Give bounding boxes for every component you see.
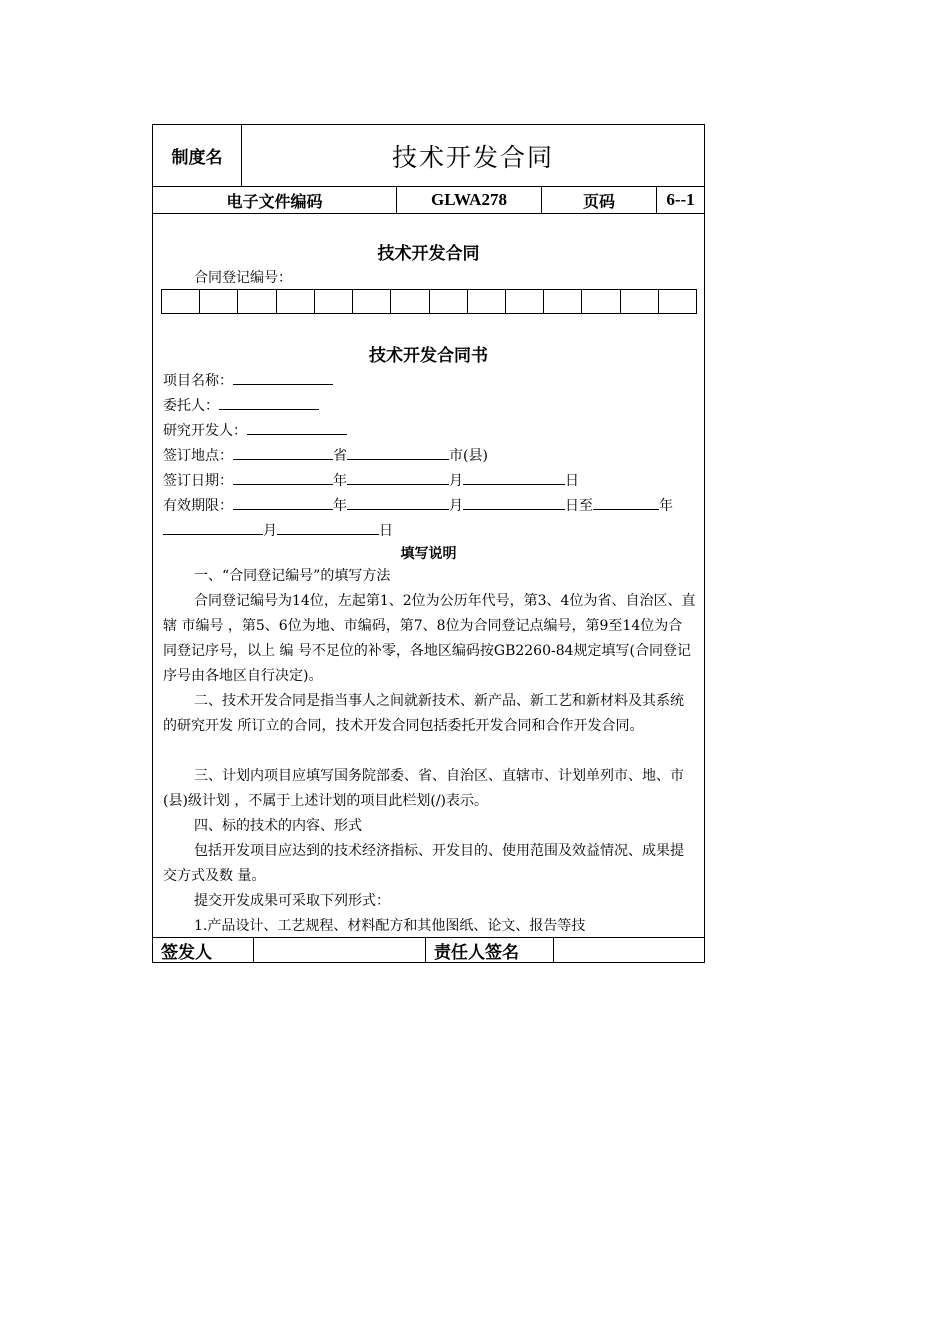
system-name-label: 制度名 [153, 125, 242, 186]
month-text: 月 [449, 473, 463, 489]
project-label: 项目名称： [163, 373, 233, 389]
instruction-para-3: 二、技术开发合同是指当事人之间就新技术、新产品、新工艺和新材料及其系统的研究开发 所订立的合同，技术开发合同包括委托开发合同和合作开发合同。 [163, 693, 684, 734]
place-line [163, 445, 488, 465]
meta-row [153, 187, 704, 214]
document-frame [152, 124, 705, 963]
issuer-field[interactable] [254, 938, 426, 963]
signature-row [153, 937, 704, 963]
reg-no-boxes [161, 289, 697, 314]
year-text: 年 [333, 498, 347, 514]
day-text: 日 [565, 473, 579, 489]
validity-line-2 [163, 520, 393, 540]
developer-line [163, 420, 347, 440]
page-number: 6--1 [666, 190, 695, 209]
reg-box[interactable] [238, 290, 276, 313]
year-blank[interactable] [233, 472, 333, 485]
month-text: 月 [263, 523, 277, 539]
contract-book-title: 技术开发合同书 [369, 346, 488, 366]
reg-box[interactable] [582, 290, 620, 313]
instruction-para-6: 包括开发项目应达到的技术经济指标、开发目的、使用范围及效益情况、成果提交方式及数 量。 [163, 843, 684, 884]
reg-box[interactable] [277, 290, 315, 313]
header-row [153, 125, 704, 187]
city-text: 市(县) [449, 448, 488, 464]
year-text: 年 [659, 498, 673, 514]
reg-box[interactable] [468, 290, 506, 313]
document-title: 技术开发合同 [391, 142, 554, 172]
sign-date-line [163, 470, 579, 490]
reg-box[interactable] [315, 290, 353, 313]
reg-box[interactable] [200, 290, 238, 313]
client-blank[interactable] [219, 397, 319, 410]
reg-box[interactable] [544, 290, 582, 313]
contract-title: 技术开发合同 [377, 244, 480, 264]
year-text: 年 [333, 473, 347, 489]
province-blank[interactable] [233, 447, 333, 460]
city-blank[interactable] [347, 447, 449, 460]
place-label: 签订地点： [163, 448, 233, 464]
developer-label: 研究开发人： [163, 423, 247, 439]
day-text: 日 [379, 523, 393, 539]
project-blank[interactable] [233, 372, 333, 385]
validity-line [163, 495, 673, 515]
month-text: 月 [449, 498, 463, 514]
reg-box[interactable] [659, 290, 696, 313]
valid-day-blank[interactable] [463, 497, 565, 510]
end-month-blank[interactable] [163, 522, 263, 535]
month-blank[interactable] [347, 472, 449, 485]
end-day-blank[interactable] [277, 522, 379, 535]
sign-date-label: 签订日期： [163, 473, 233, 489]
instruction-para-4: 三、计划内项目应填写国务院部委、省、自治区、直辖市、计划单列市、地、市(县)级计划 ，不属于上述计划的项目此栏划(/)表示。 [163, 768, 684, 809]
issuer-label: 签发人 [153, 938, 254, 963]
end-year-blank[interactable] [593, 497, 659, 510]
file-code-value: GLWA278 [397, 187, 542, 213]
developer-blank[interactable] [247, 422, 347, 435]
file-code-label: 电子文件编码 [153, 187, 397, 213]
instructions-title: 填写说明 [400, 546, 457, 562]
reg-box[interactable] [353, 290, 391, 313]
project-name-line [163, 370, 333, 390]
reg-box[interactable] [162, 290, 200, 313]
reg-no-label: 合同登记编号： [194, 270, 292, 286]
reg-box[interactable] [621, 290, 659, 313]
instruction-para-7: 提交开发成果可采取下列形式： [194, 893, 390, 909]
reg-box[interactable] [391, 290, 429, 313]
valid-month-blank[interactable] [347, 497, 449, 510]
instruction-para-8: 1.产品设计、工艺规程、材料配方和其他图纸、论文、报告等技 [194, 918, 586, 934]
instruction-para-1: 一、“合同登记编号”的填写方法 [194, 568, 391, 584]
validity-label: 有效期限： [163, 498, 233, 514]
client-label: 委托人： [163, 398, 219, 414]
valid-to-text: 日至 [565, 498, 593, 514]
instruction-para-5: 四、标的技术的内容、形式 [194, 818, 362, 834]
instruction-para-2: 合同登记编号为14位，左起第1、2位为公历年代号，第3、4位为省、自治区、直辖 市编号 ，第5、6位为地、市编码，第7、8位为合同登记点编号，第9至14位为合同登记序号，以上 编 号不足位的补零，各地区编码按GB2260-84规定填写(合同登记序号由各地区自行决定)。 [163, 593, 696, 684]
day-blank[interactable] [463, 472, 565, 485]
page-label: 页码 [542, 187, 657, 213]
valid-year-blank[interactable] [233, 497, 333, 510]
reg-box[interactable] [430, 290, 468, 313]
responsible-field[interactable] [554, 938, 704, 963]
province-text: 省 [333, 448, 347, 464]
client-line [163, 395, 319, 415]
reg-box[interactable] [506, 290, 544, 313]
responsible-label: 责任人签名 [426, 938, 554, 963]
